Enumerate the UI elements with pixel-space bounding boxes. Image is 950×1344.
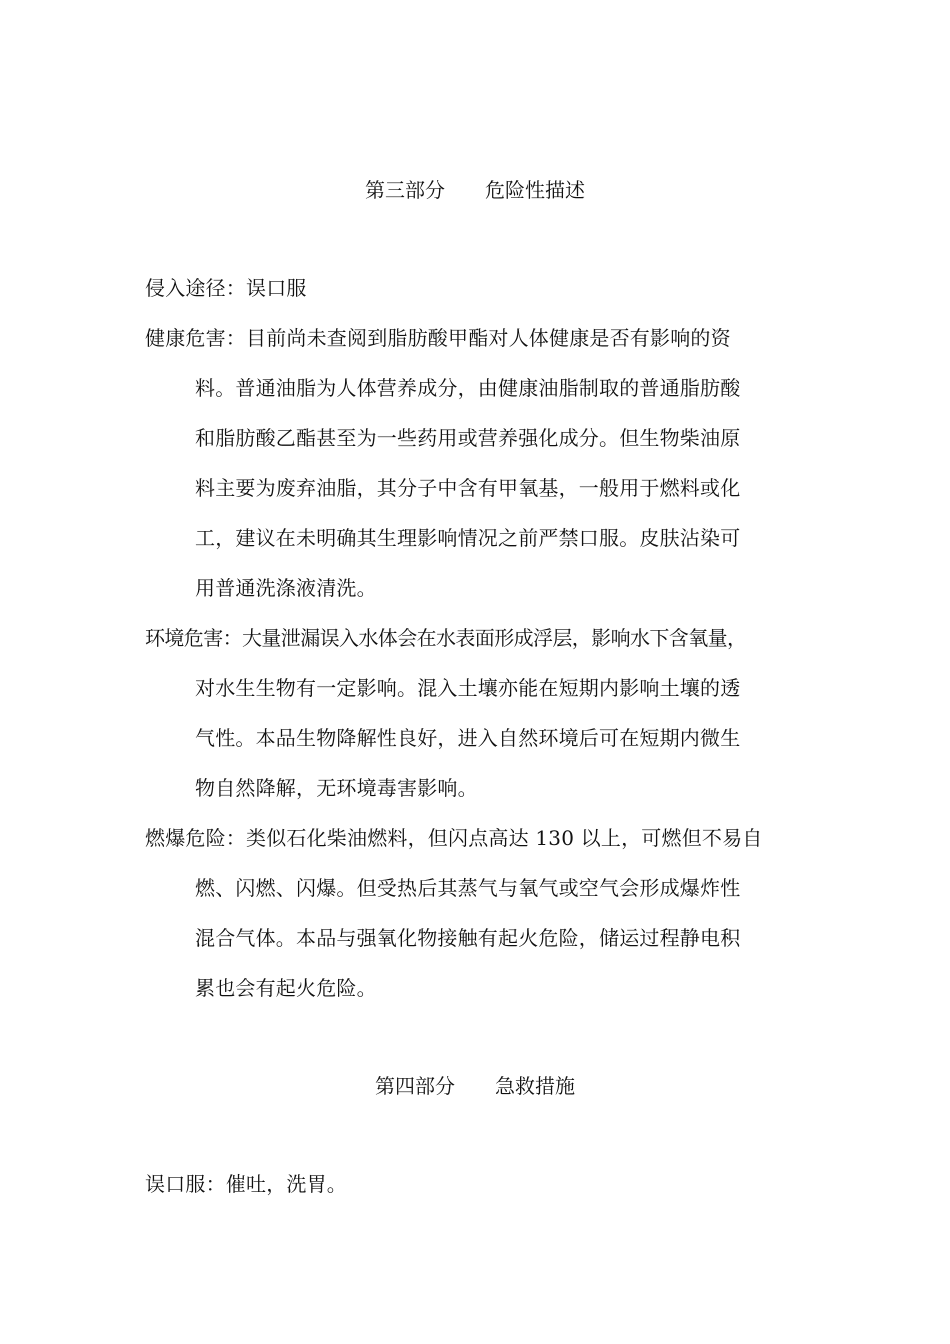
health-hazard-line: 料主要为废弃油脂，其分子中含有甲氧基，一般用于燃料或化 xyxy=(195,476,741,500)
fire-hazard-line: 燃爆危险：类似石化柴油燃料，但闪点高达 130 以上，可燃但不易自 xyxy=(145,826,763,850)
fire-hazard-line: 累也会有起火危险。 xyxy=(195,976,377,1000)
health-hazard-line: 健康危害：目前尚未查阅到脂肪酸甲酯对人体健康是否有影响的资 xyxy=(145,326,731,350)
intrusion-route-line: 侵入途径：误口服 xyxy=(145,276,307,300)
section-4-title: 第四部分 急救措施 xyxy=(375,1074,575,1098)
health-hazard-line: 料。普通油脂为人体营养成分，由健康油脂制取的普通脂肪酸 xyxy=(195,376,741,400)
ingestion-first-aid-line: 误口服：催吐，洗胃。 xyxy=(145,1172,347,1196)
fire-hazard-line: 混合气体。本品与强氧化物接触有起火危险，储运过程静电积 xyxy=(195,926,741,950)
environment-hazard-line: 物自然降解，无环境毒害影响。 xyxy=(195,776,478,800)
fire-hazard-line: 燃、闪燃、闪爆。但受热后其蒸气与氧气或空气会形成爆炸性 xyxy=(195,876,741,900)
section-3-title: 第三部分 危险性描述 xyxy=(365,178,585,202)
health-hazard-line: 和脂肪酸乙酯甚至为一些药用或营养强化成分。但生物柴油原 xyxy=(195,426,741,450)
health-hazard-line: 用普通洗涤液清洗。 xyxy=(195,576,377,600)
environment-hazard-line: 气性。本品生物降解性良好，进入自然环境后可在短期内微生 xyxy=(195,726,741,750)
environment-hazard-line: 环境危害：大量泄漏误入水体会在水表面形成浮层，影响水下含氧量， xyxy=(145,626,747,650)
environment-hazard-line: 对水生生物有一定影响。混入土壤亦能在短期内影响土壤的透 xyxy=(195,676,741,700)
health-hazard-line: 工，建议在未明确其生理影响情况之前严禁口服。皮肤沾染可 xyxy=(195,526,741,550)
